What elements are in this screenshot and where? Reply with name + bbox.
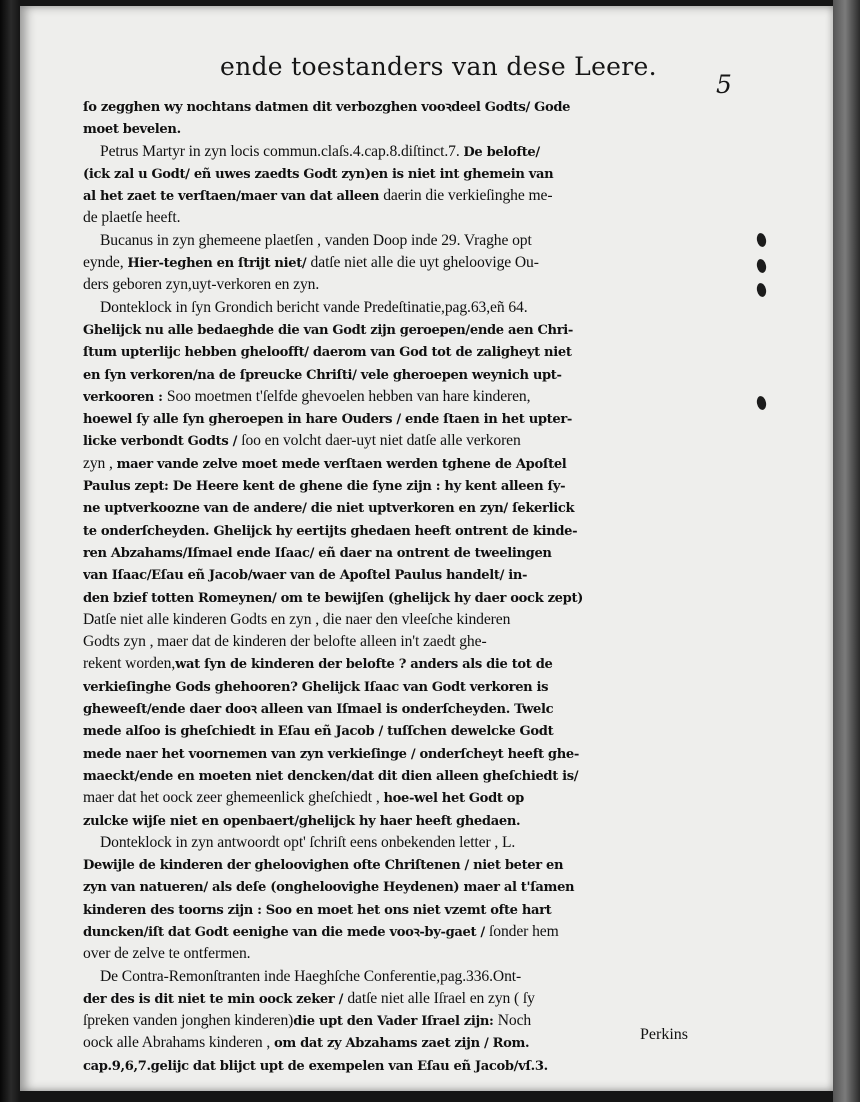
text-line [83,542,731,564]
text-line [83,274,731,296]
blackletter-run: kinderen des toorns zijn : Soo en moet het ons niet vzemt ofte hart [83,902,552,918]
text-line [83,185,731,207]
blackletter-run: verkooren : [83,389,167,405]
roman-run: De Contra-Remonſtranten inde Haeghſche Conferentie,pag.336.Ont- [100,967,522,985]
blackletter-run: wat ſyn de kinderen der belofte ? anders als die tot de [175,657,553,673]
blackletter-run: mede alſoo is gheſchiedt in Eſau eñ Jacob / tuſſchen dewelcke Godt [83,724,554,740]
text-line [83,341,731,363]
text-line [83,118,731,140]
text-line [83,430,731,452]
roman-run: ders geboren zyn,uyt-verkoren en zyn. [83,276,320,294]
roman-run: over de zelve te ontfermen. [83,945,251,963]
text-line [83,207,731,229]
text-line [83,141,731,163]
blackletter-run: moet bevelen. [83,122,181,138]
blackletter-run: van Iſaac/Eſau eñ Jacob/waer van de Apoſtel Paulus handelt/ in- [83,568,528,584]
text-line [83,787,731,809]
roman-run: eynde, [83,254,128,272]
text-line [83,966,731,988]
text-line [83,810,731,832]
text-line [83,631,731,653]
blackletter-run: ne uptverkoozne van de andere/ die niet uptverkoren en zyn/ ſekerlick [83,501,575,517]
body-text [83,96,731,1077]
blackletter-run: verkieſinghe Gods ghehooren? Ghelijck Iſaac van Godt verkoren is [83,679,549,695]
roman-run: daerin die verkieſinghe me- [383,187,553,205]
blackletter-run: om dat zy Abzahams zaet zijn / Rom. [274,1036,530,1052]
roman-run: Donteklock in zyn antwoordt opt' ſchriſt eens onbekenden letter , L. [100,833,516,851]
text-line [83,1032,731,1054]
blackletter-run: maeckt/ende en moeten niet dencken/dat dit dien alleen gheſchiedt is/ [83,768,579,784]
text-line [83,609,731,631]
blackletter-run: ren Abzahams/Iſmael ende Iſaac/ eñ daer na ontrent de tweelingen [83,545,552,561]
text-line [83,854,731,876]
blackletter-run: gheweeſt/ende daer dooꝛ alleen van Iſmael is onderſcheyden. Twelc [83,702,554,718]
roman-run: datſe niet alle die uyt gheloovige Ou- [310,254,539,272]
roman-run: ſpreken vanden jonghen kinderen) [83,1012,294,1030]
roman-run: Soo moetmen t'ſelfde ghevoelen hebben van hare kinderen, [166,387,531,405]
blackletter-run: hoe-wel het Godt op [383,791,524,807]
blackletter-run: zyn van natueren/ als deſe (ongheloovighe Heydenen) maer al t'ſamen [83,880,575,896]
roman-run: ſoo en volcht daer-uyt niet datſe alle verkoren [241,432,521,450]
text-line [83,743,731,765]
text-line [83,899,731,921]
blackletter-run: mede naer het voornemen van zyn verkieſinge / onderſcheyt heeft ghe- [83,746,579,762]
blackletter-run: ſo zegghen wy nochtans datmen dit verbozghen vooꝛdeel Godts/ Gode [83,100,571,115]
text-line [83,832,731,854]
text-line [83,453,731,475]
blackletter-run: den bzief totten Romeynen/ om te bewijſen (ghelijck hy daer oock zept) [83,590,583,606]
blackletter-run: Paulus zept: De Heere kent de ghene die ſyne zijn : hy kent alleen ſy- [83,479,566,495]
text-line [83,497,731,519]
roman-run: Godts zyn , maer dat de kinderen der belofte alleen in't zaedt ghe- [83,633,487,651]
roman-run: zyn , [83,454,117,472]
blackletter-run: en ſyn verkoren/na de ſpreucke Chriſti/ vele gheroepen weynich upt- [83,367,562,383]
roman-run: ſonder hem [489,922,559,940]
text-line [83,765,731,787]
text-line [83,408,731,430]
text-line [83,876,731,898]
blackletter-run: al het zaet te verſtaen/maer van dat alleen [83,189,384,205]
blackletter-run: Hier-teghen en ſtrijt niet/ [127,256,311,272]
text-line [83,988,731,1010]
text-line [83,698,731,720]
text-line [83,230,731,252]
roman-run: oock alle Abrahams kinderen , [83,1034,274,1052]
book-spine-shadow [0,0,20,1102]
text-line [83,297,731,319]
text-line [83,520,731,542]
text-line [83,564,731,586]
text-line [83,252,731,274]
roman-run: maer dat het oock zeer ghemeenlick gheſchiedt , [83,789,384,807]
text-line [83,163,731,185]
text-line [83,364,731,386]
text-line [83,921,731,943]
catchword: Perkins [640,1026,688,1043]
text-line [83,475,731,497]
blackletter-run: maer vande zelve moet mede verſtaen werden tghene de Apoſtel [116,456,567,472]
blackletter-run: Dewijle de kinderen der gheloovighen ofte Chriſtenen / niet beter en [83,858,564,874]
roman-run: Noch [497,1012,532,1030]
blackletter-run: De belofte/ [463,144,540,160]
roman-run: Donteklock in ſyn Grondich bericht vande Predeſtinatie,pag.63,eñ 64. [100,298,528,316]
roman-run: de plaetſe heeft. [83,209,181,227]
text-line [83,1055,731,1077]
page-number: 5 [716,70,732,99]
blackletter-run: die upt den Vader Iſrael zijn: [293,1014,498,1030]
roman-run: datſe niet alle Iſrael en zyn ( ſy [347,989,535,1007]
blackletter-run: hoewel ſy alle ſyn gheroepen in hare Ouders / ende ſtaen in het upter- [83,412,572,428]
roman-run: Bucanus in zyn ghemeene plaetſen , vanden Doop inde 29. Vraghe opt [100,231,532,249]
roman-run: Petrus Martyr in zyn locis commun.claſs.4.cap.8.diſtinct.7. [100,142,464,160]
text-line [83,96,731,118]
text-line [83,386,731,408]
text-line [83,319,731,341]
blackletter-run: Ghelijck nu alle bedaeghde die van Godt zijn geroepen/ende aen Chri- [83,322,573,338]
next-page-edge [833,0,860,1102]
blackletter-run: zulcke wijſe niet en openbaert/ghelijck hy haer heeft ghedaen. [83,813,521,829]
running-title: ende toestanders van dese Leere. [220,52,657,81]
text-line [83,587,731,609]
roman-run: rekent worden, [83,655,176,673]
blackletter-run: ſtum upterlijc hebben gheloofft/ daerom van God tot de zaligheyt niet [83,345,572,361]
text-line [83,676,731,698]
blackletter-run: (ick zal u Godt/ eñ uwes zaedts Godt zyn)en is niet int ghemein van [83,166,554,182]
text-line [83,720,731,742]
blackletter-run: cap.9,6,7.gelijc dat blijct upt de exempelen van Eſau eñ Jacob/vſ.3. [83,1058,548,1074]
blackletter-run: duncken/iſt dat Godt eenighe van die mede vooꝛ-by-gaet / [83,924,490,940]
text-line [83,653,731,675]
blackletter-run: der des is dit niet te min oock zeker / [83,991,348,1007]
blackletter-run: te onderſcheyden. Ghelijck hy eertijts ghedaen heeft ontrent de kinde- [83,523,578,539]
roman-run: Datſe niet alle kinderen Godts en zyn , die naer den vleeſche kinderen [83,610,511,628]
text-line [83,1010,731,1032]
text-line [83,943,731,965]
blackletter-run: licke verbondt Godts / [83,434,242,450]
